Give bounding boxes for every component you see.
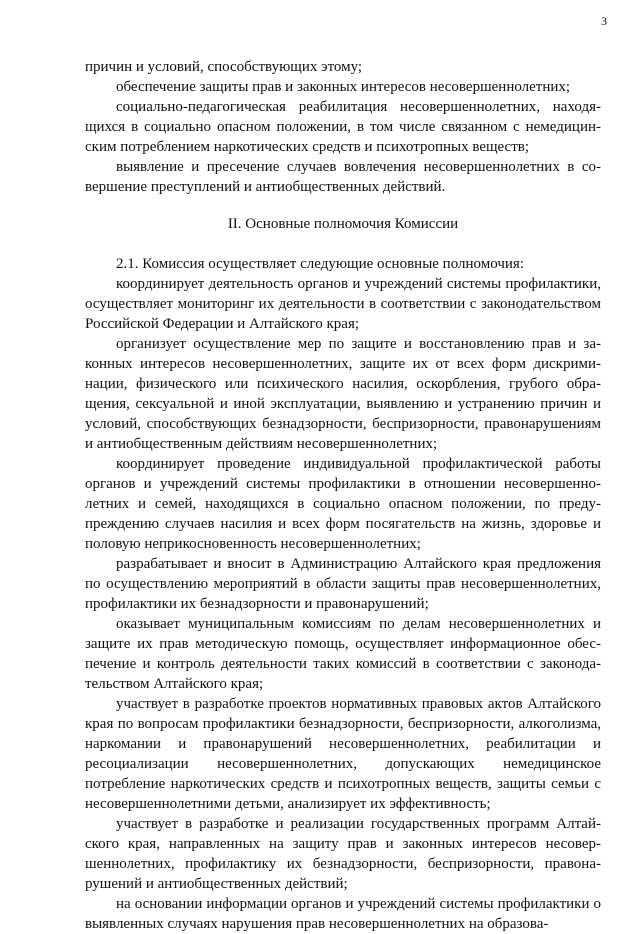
paragraph: обеспечение защиты прав и законных интересов несовершеннолетних; bbox=[116, 79, 571, 95]
paragraph: 2.1. Комиссия осуществляет следующие основные полномочия: bbox=[116, 256, 524, 272]
paragraph: участвует в разработке и реализации государственных программ Алтайского края, направленных на защиту прав и законных интересов несовершеннолетних, профилактику их безнадзорности, беспризорности, правонарушений и антиобщественных действий; bbox=[85, 816, 601, 892]
paragraph: выявление и пресечение случаев вовлечения несовершеннолетних в совершение преступлений и антиобщественных действий. bbox=[85, 159, 601, 195]
paragraph: на основании информации органов и учреждений системы профилактики о выявленных случаях нарушения прав несовершеннолетних на образова- bbox=[85, 896, 601, 932]
page-number: 3 bbox=[601, 14, 607, 28]
paragraph: координирует проведение индивидуальной профилактической работы органов и учреждений системы профилактики в отношении несовершеннолетних и семей, находящихся в социально опасном положении, по предупреждению случаев насилия и всех форм посягательств на жизнь, здоровье и половую неприкосновенность несовершеннолетних; bbox=[85, 456, 601, 552]
paragraph: организует осуществление мер по защите и восстановлению прав и законных интересов несовершеннолетних, защите их от всех форм дискриминации, физического или психического насилия, оскорбления, грубого обращения, сексуальной и иной эксплуатации, выявлению и устранению причин и условий, способствующих безнадзорности, беспризорности, правонарушениям и антиобщественным действиям несовершеннолетних; bbox=[85, 336, 601, 452]
section-heading: II. Основные полномочия Комиссии bbox=[227, 216, 459, 232]
paragraph: участвует в разработке проектов нормативных правовых актов Алтайского края по вопросам профилактики безнадзорности, беспризорности, алкоголизма, наркомании и правонарушений несовершеннолетних, реабилитации и ресоциализации несовершеннолетних, допускающих немедицинское потребление наркотических средств и психотропных веществ, защиты семьи с несовершеннолетними детьми, анализирует их эффективность; bbox=[85, 696, 601, 812]
paragraph: координирует деятельность органов и учреждений системы профилактики, осуществляет мониторинг их деятельности в соответствии с законодательством Российской Федерации и Алтайского края; bbox=[85, 276, 601, 332]
paragraph: причин и условий, способствующих этому; bbox=[85, 59, 363, 75]
paragraph: оказывает муниципальным комиссиям по делам несовершеннолетних и защите их прав методическую помощь, осуществляет информационное обеспечение и контроль деятельности таких комиссий в соответствии с законодательством Алтайского края; bbox=[85, 616, 601, 692]
paragraph: разрабатывает и вносит в Администрацию Алтайского края предложения по осуществлению мероприятий в области защиты прав несовершеннолетних, профилактики их безнадзорности и правонарушений; bbox=[85, 556, 601, 612]
document-body bbox=[85, 57, 601, 934]
paragraph: социально-педагогическая реабилитация несовершеннолетних, находящихся в социально опасном положении, в том числе связанном с немедицинским потреблением наркотических средств и психотропных веществ; bbox=[85, 99, 601, 155]
